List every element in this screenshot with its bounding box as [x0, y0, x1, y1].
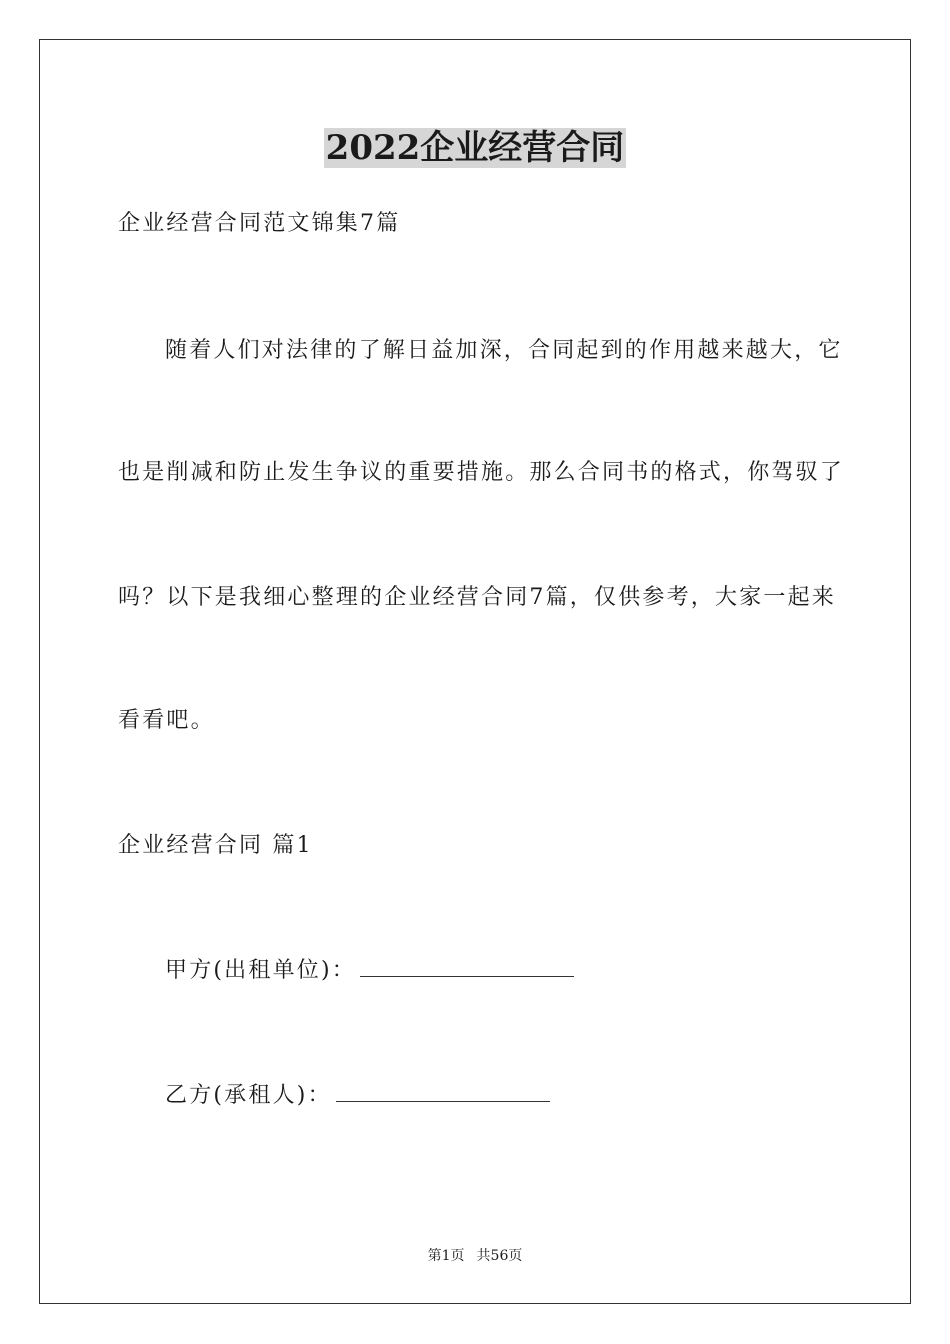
intro-line-2: 也是削减和防止发生争议的重要措施。那么合同书的格式，你驾驭了 — [118, 460, 845, 485]
page-footer — [0, 1246, 950, 1266]
party-a-row — [165, 955, 574, 987]
party-b-label: 乙方(承租人)： — [165, 1083, 332, 1108]
intro-line-4: 看看吧。 — [118, 708, 215, 733]
section-heading: 企业经营合同 篇1 — [118, 833, 313, 858]
party-a-blank-field[interactable] — [360, 958, 574, 977]
document-title-text: 2022企业经营合同 — [325, 128, 625, 168]
party-b-blank-field[interactable] — [336, 1083, 550, 1102]
document-title — [0, 124, 950, 172]
intro-line-1: 随着人们对法律的了解日益加深，合同起到的作用越来越大，它 — [165, 338, 843, 363]
party-b-row — [165, 1080, 550, 1112]
page-total: 共56页 — [476, 1248, 523, 1264]
party-a-label: 甲方(出租单位)： — [165, 958, 356, 983]
intro-line-3: 吗？以下是我细心整理的企业经营合同7篇，仅供参考，大家一起来 — [118, 585, 836, 610]
document-subtitle: 企业经营合同范文锦集7篇 — [118, 211, 401, 236]
page-number: 第1页 — [427, 1248, 465, 1264]
